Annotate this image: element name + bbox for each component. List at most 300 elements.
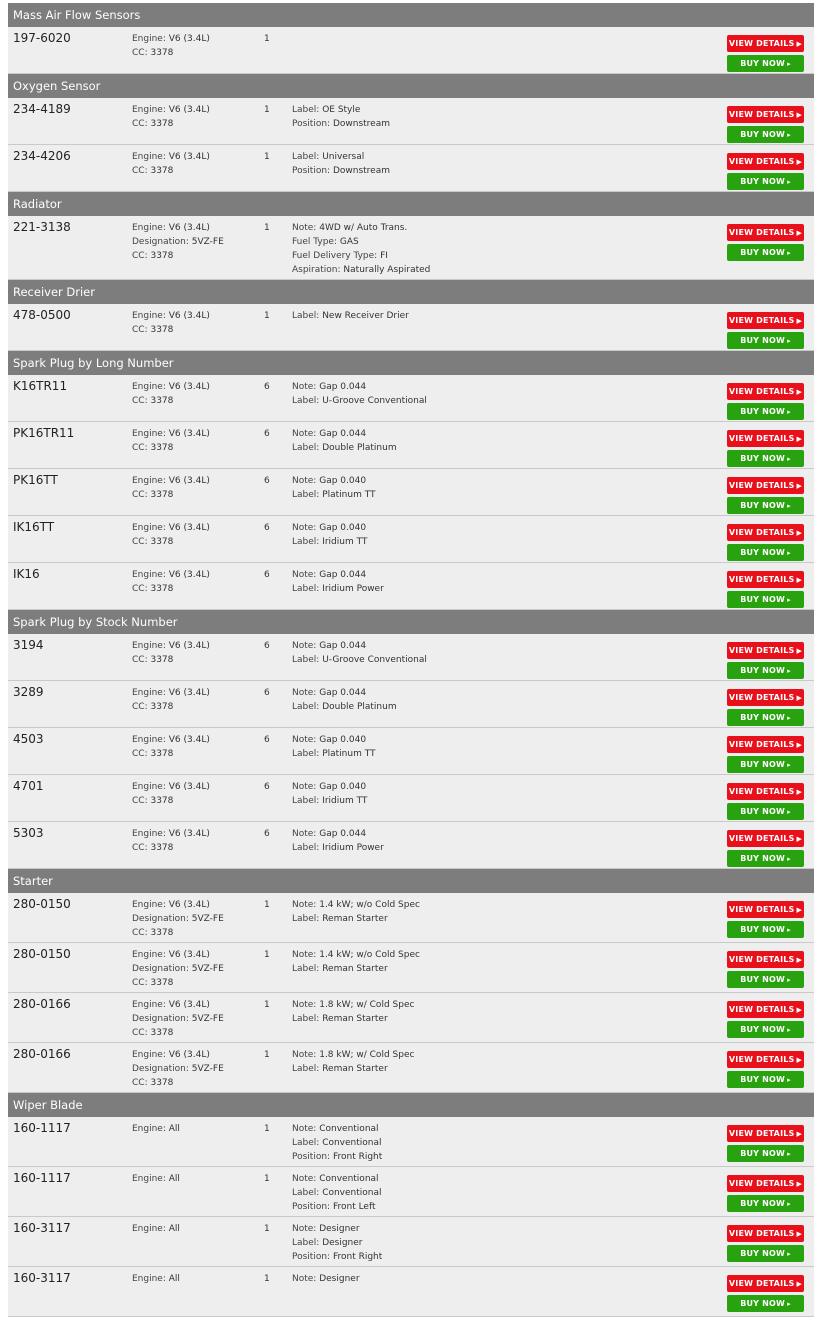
- engine-specs: [132, 639, 210, 667]
- engine-spec-value: 3378: [150, 166, 174, 176]
- part-row: [8, 516, 814, 563]
- part-row: [8, 1267, 814, 1317]
- note-value: FI: [380, 251, 388, 261]
- part-number: 4701: [13, 779, 44, 793]
- view-details-label: VIEW DETAILS: [728, 1279, 795, 1288]
- buy-now-button[interactable]: [727, 450, 804, 467]
- engine-spec-key: Engine:: [132, 1224, 166, 1234]
- view-details-button[interactable]: [727, 1001, 804, 1018]
- section-header: Radiator: [8, 192, 814, 216]
- view-details-button[interactable]: [727, 571, 804, 588]
- note-value: Reman Starter: [322, 1014, 388, 1024]
- quantity: 1: [264, 223, 270, 233]
- part-number: 221-3138: [13, 220, 71, 234]
- note-key: Label:: [292, 311, 320, 321]
- section-header: Receiver Drier: [8, 280, 814, 304]
- note-line: [292, 700, 397, 714]
- engine-spec-key: Designation:: [132, 237, 189, 247]
- quantity: 6: [264, 570, 270, 580]
- view-details-button[interactable]: [727, 1225, 804, 1242]
- buy-now-label: BUY NOW: [740, 975, 786, 984]
- buy-now-button[interactable]: [727, 497, 804, 514]
- engine-spec-value: V6 (3.4L): [168, 782, 210, 792]
- view-details-button[interactable]: [727, 35, 804, 52]
- buy-now-button[interactable]: [727, 756, 804, 773]
- quantity: 6: [264, 523, 270, 533]
- part-notes: [292, 150, 390, 178]
- engine-spec-key: Engine:: [132, 476, 166, 486]
- note-line: [292, 427, 397, 441]
- parts-section: [8, 280, 814, 351]
- note-value: Iridium TT: [322, 537, 368, 547]
- engine-specs: [132, 150, 210, 178]
- buy-now-button[interactable]: [727, 332, 804, 349]
- engine-spec-value: V6 (3.4L): [168, 476, 210, 486]
- view-details-button[interactable]: [727, 901, 804, 918]
- buy-now-label: BUY NOW: [740, 713, 786, 722]
- engine-specs: [132, 1272, 180, 1286]
- note-line: [292, 1172, 382, 1186]
- engine-specs: [132, 103, 210, 131]
- action-buttons: [727, 736, 804, 776]
- note-value: Conventional: [322, 1138, 382, 1148]
- engine-spec-value: V6 (3.4L): [168, 735, 210, 745]
- action-buttons: [727, 383, 804, 423]
- engine-spec-line: [132, 841, 210, 855]
- engine-spec-key: Engine:: [132, 900, 166, 910]
- caret-right-icon: ▶: [796, 1230, 803, 1238]
- part-number: 280-0150: [13, 947, 71, 961]
- part-row: [8, 993, 814, 1043]
- section-header: Mass Air Flow Sensors: [8, 3, 814, 27]
- engine-spec-key: Designation:: [132, 1064, 189, 1074]
- buy-now-label: BUY NOW: [740, 760, 786, 769]
- note-key: Note:: [292, 1000, 317, 1010]
- note-line: [292, 912, 420, 926]
- note-line: [292, 394, 427, 408]
- engine-spec-key: CC:: [132, 443, 148, 453]
- engine-spec-value: 5VZ-FE: [191, 1064, 224, 1074]
- view-details-label: VIEW DETAILS: [728, 1229, 795, 1238]
- engine-spec-line: [132, 1076, 224, 1090]
- quantity: 1: [264, 152, 270, 162]
- chevron-right-icon: ▸: [787, 808, 791, 816]
- note-line: [292, 263, 430, 277]
- engine-spec-value: 3378: [150, 119, 174, 129]
- buy-now-button[interactable]: [727, 1195, 804, 1212]
- caret-right-icon: ▶: [796, 1006, 803, 1014]
- part-notes: [292, 780, 367, 808]
- engine-spec-line: [132, 221, 224, 235]
- action-buttons: [727, 1125, 804, 1165]
- quantity: 1: [264, 1274, 270, 1284]
- view-details-label: VIEW DETAILS: [728, 1055, 795, 1064]
- buy-now-label: BUY NOW: [740, 454, 786, 463]
- caret-right-icon: ▶: [796, 529, 803, 537]
- view-details-button[interactable]: [727, 383, 804, 400]
- engine-spec-value: 3378: [150, 325, 174, 335]
- engine-specs: [132, 827, 210, 855]
- engine-spec-line: [132, 948, 224, 962]
- engine-spec-value: 3378: [150, 443, 174, 453]
- part-row: [8, 1117, 814, 1167]
- note-value: Conventional: [322, 1188, 382, 1198]
- action-buttons: [727, 106, 804, 146]
- quantity: 1: [264, 34, 270, 44]
- view-details-button[interactable]: [727, 689, 804, 706]
- note-value: Downstream: [332, 119, 390, 129]
- engine-spec-value: V6 (3.4L): [168, 105, 210, 115]
- buy-now-button[interactable]: [727, 803, 804, 820]
- engine-spec-line: [132, 686, 210, 700]
- engine-spec-value: 3378: [150, 796, 174, 806]
- engine-spec-value: V6 (3.4L): [168, 523, 210, 533]
- part-notes: [292, 1272, 360, 1286]
- engine-spec-key: Engine:: [132, 1124, 166, 1134]
- note-line: [292, 747, 376, 761]
- chevron-right-icon: ▸: [787, 1076, 791, 1084]
- buy-now-label: BUY NOW: [740, 248, 786, 257]
- part-notes: [292, 998, 414, 1026]
- quantity: 6: [264, 688, 270, 698]
- buy-now-label: BUY NOW: [740, 1249, 786, 1258]
- note-key: Note:: [292, 735, 317, 745]
- buy-now-button[interactable]: [727, 544, 804, 561]
- engine-spec-key: Designation:: [132, 914, 189, 924]
- caret-right-icon: ▶: [796, 956, 803, 964]
- caret-right-icon: ▶: [796, 1130, 803, 1138]
- note-line: [292, 1186, 382, 1200]
- note-line: [292, 998, 414, 1012]
- engine-spec-line: [132, 323, 210, 337]
- note-value: 1.4 kW; w/o Cold Spec: [319, 950, 420, 960]
- engine-spec-line: [132, 1272, 180, 1286]
- note-key: Note:: [292, 523, 317, 533]
- engine-spec-key: CC:: [132, 396, 148, 406]
- caret-right-icon: ▶: [796, 835, 803, 843]
- engine-spec-key: CC:: [132, 48, 148, 58]
- note-line: [292, 962, 420, 976]
- engine-spec-line: [132, 309, 210, 323]
- engine-spec-key: CC:: [132, 584, 148, 594]
- note-key: Label:: [292, 749, 320, 759]
- buy-now-button[interactable]: [727, 403, 804, 420]
- engine-specs: [132, 1122, 180, 1136]
- view-details-button[interactable]: [727, 1275, 804, 1292]
- engine-spec-key: Engine:: [132, 1000, 166, 1010]
- note-line: [292, 521, 367, 535]
- engine-spec-value: 3378: [150, 928, 174, 938]
- part-notes: [292, 474, 376, 502]
- action-buttons: [727, 312, 804, 352]
- view-details-button[interactable]: [727, 524, 804, 541]
- part-row: [8, 822, 814, 869]
- view-details-button[interactable]: [727, 1051, 804, 1068]
- engine-spec-value: 5VZ-FE: [191, 1014, 224, 1024]
- buy-now-button[interactable]: [727, 1145, 804, 1162]
- engine-spec-key: Engine:: [132, 688, 166, 698]
- part-notes: [292, 103, 390, 131]
- engine-spec-key: CC:: [132, 928, 148, 938]
- engine-spec-key: CC:: [132, 490, 148, 500]
- note-value: Gap 0.040: [319, 476, 367, 486]
- engine-spec-key: Engine:: [132, 223, 166, 233]
- note-line: [292, 639, 427, 653]
- note-value: Front Right: [332, 1152, 383, 1162]
- part-notes: [292, 948, 420, 976]
- view-details-button[interactable]: [727, 224, 804, 241]
- caret-right-icon: ▶: [796, 482, 803, 490]
- note-value: 1.8 kW; w/ Cold Spec: [319, 1000, 415, 1010]
- caret-right-icon: ▶: [796, 158, 803, 166]
- action-buttons: [727, 901, 804, 941]
- part-notes: [292, 1122, 382, 1164]
- buy-now-button[interactable]: [727, 1071, 804, 1088]
- note-key: Label:: [292, 443, 320, 453]
- part-row: [8, 304, 814, 351]
- note-value: Gap 0.044: [319, 382, 367, 392]
- note-key: Label:: [292, 152, 320, 162]
- section-header: Spark Plug by Long Number: [8, 351, 814, 375]
- buy-now-button[interactable]: [727, 709, 804, 726]
- buy-now-label: BUY NOW: [740, 1149, 786, 1158]
- note-line: [292, 380, 427, 394]
- part-row: [8, 681, 814, 728]
- engine-spec-value: 3378: [150, 584, 174, 594]
- engine-spec-line: [132, 521, 210, 535]
- parts-section: [8, 3, 814, 74]
- engine-spec-value: 5VZ-FE: [191, 237, 224, 247]
- note-value: 1.4 kW; w/o Cold Spec: [319, 900, 420, 910]
- engine-spec-line: [132, 926, 224, 940]
- note-key: Note:: [292, 223, 317, 233]
- engine-spec-value: 3378: [150, 749, 174, 759]
- note-line: [292, 309, 409, 323]
- part-number: 5303: [13, 826, 44, 840]
- view-details-label: VIEW DETAILS: [728, 787, 795, 796]
- note-line: [292, 841, 384, 855]
- chevron-right-icon: ▸: [787, 178, 791, 186]
- note-key: Label:: [292, 796, 320, 806]
- note-value: Double Platinum: [322, 443, 397, 453]
- note-value: Naturally Aspirated: [343, 265, 431, 275]
- engine-spec-line: [132, 898, 224, 912]
- buy-now-button[interactable]: [727, 921, 804, 938]
- engine-spec-line: [132, 535, 210, 549]
- view-details-label: VIEW DETAILS: [728, 646, 795, 655]
- view-details-label: VIEW DETAILS: [728, 575, 795, 584]
- quantity: 1: [264, 311, 270, 321]
- note-key: Note:: [292, 476, 317, 486]
- action-buttons: [727, 830, 804, 870]
- note-line: [292, 1250, 382, 1264]
- part-number: IK16TT: [13, 520, 55, 534]
- note-line: [292, 535, 367, 549]
- part-number: 280-0166: [13, 1047, 71, 1061]
- note-line: [292, 1048, 414, 1062]
- note-key: Label:: [292, 396, 320, 406]
- engine-spec-line: [132, 747, 210, 761]
- buy-now-button[interactable]: [727, 591, 804, 608]
- note-key: Label:: [292, 843, 320, 853]
- note-key: Label:: [292, 1238, 320, 1248]
- note-value: Gap 0.040: [319, 523, 367, 533]
- buy-now-button[interactable]: [727, 55, 804, 72]
- view-details-button[interactable]: [727, 830, 804, 847]
- engine-spec-line: [132, 1122, 180, 1136]
- buy-now-button[interactable]: [727, 244, 804, 261]
- quantity: 6: [264, 829, 270, 839]
- engine-spec-value: All: [168, 1124, 180, 1134]
- engine-spec-value: 3378: [150, 251, 174, 261]
- engine-spec-key: CC:: [132, 119, 148, 129]
- engine-spec-line: [132, 150, 210, 164]
- buy-now-button[interactable]: [727, 850, 804, 867]
- chevron-right-icon: ▸: [787, 761, 791, 769]
- note-key: Label:: [292, 655, 320, 665]
- note-line: [292, 653, 427, 667]
- engine-spec-key: CC:: [132, 1078, 148, 1088]
- chevron-right-icon: ▸: [787, 926, 791, 934]
- caret-right-icon: ▶: [796, 647, 803, 655]
- parts-catalog: [8, 3, 814, 1317]
- buy-now-button[interactable]: [727, 1021, 804, 1038]
- chevron-right-icon: ▸: [787, 337, 791, 345]
- engine-spec-line: [132, 653, 210, 667]
- buy-now-button[interactable]: [727, 662, 804, 679]
- quantity: 1: [264, 1050, 270, 1060]
- part-notes: [292, 898, 420, 926]
- buy-now-label: BUY NOW: [740, 548, 786, 557]
- note-key: Note:: [292, 950, 317, 960]
- chevron-right-icon: ▸: [787, 1300, 791, 1308]
- part-row: [8, 634, 814, 681]
- note-key: Note:: [292, 688, 317, 698]
- part-row: [8, 145, 814, 192]
- engine-spec-value: V6 (3.4L): [168, 1000, 210, 1010]
- quantity: 1: [264, 950, 270, 960]
- action-buttons: [727, 689, 804, 729]
- action-buttons: [727, 224, 804, 264]
- engine-spec-line: [132, 733, 210, 747]
- note-key: Label:: [292, 914, 320, 924]
- view-details-button[interactable]: [727, 153, 804, 170]
- note-value: Iridium Power: [322, 843, 384, 853]
- note-key: Position:: [292, 1252, 331, 1262]
- note-key: Label:: [292, 537, 320, 547]
- view-details-label: VIEW DETAILS: [728, 955, 795, 964]
- chevron-right-icon: ▸: [787, 1250, 791, 1258]
- note-key: Note:: [292, 829, 317, 839]
- part-number: PK16TR11: [13, 426, 75, 440]
- note-value: Gap 0.044: [319, 570, 367, 580]
- engine-specs: [132, 1172, 180, 1186]
- engine-spec-key: Engine:: [132, 1274, 166, 1284]
- note-key: Fuel Type:: [292, 237, 337, 247]
- part-notes: [292, 733, 376, 761]
- action-buttons: [727, 430, 804, 470]
- buy-now-button[interactable]: [727, 126, 804, 143]
- note-key: Note:: [292, 1050, 317, 1060]
- engine-spec-value: 3378: [150, 48, 174, 58]
- engine-spec-key: Engine:: [132, 950, 166, 960]
- section-header: Starter: [8, 869, 814, 893]
- buy-now-button[interactable]: [727, 1295, 804, 1312]
- part-notes: [292, 568, 384, 596]
- buy-now-button[interactable]: [727, 1245, 804, 1262]
- buy-now-label: BUY NOW: [740, 130, 786, 139]
- action-buttons: [727, 1225, 804, 1265]
- quantity: 1: [264, 1000, 270, 1010]
- engine-specs: [132, 474, 210, 502]
- engine-specs: [132, 898, 224, 940]
- caret-right-icon: ▶: [796, 435, 803, 443]
- engine-spec-key: CC:: [132, 978, 148, 988]
- part-row: [8, 422, 814, 469]
- view-details-button[interactable]: [727, 477, 804, 494]
- chevron-right-icon: ▸: [787, 408, 791, 416]
- view-details-button[interactable]: [727, 951, 804, 968]
- note-key: Aspiration:: [292, 265, 341, 275]
- note-value: 1.8 kW; w/ Cold Spec: [319, 1050, 415, 1060]
- view-details-button[interactable]: [727, 312, 804, 329]
- caret-right-icon: ▶: [796, 1280, 803, 1288]
- view-details-button[interactable]: [727, 106, 804, 123]
- buy-now-button[interactable]: [727, 173, 804, 190]
- part-row: [8, 1043, 814, 1093]
- part-row: [8, 375, 814, 422]
- engine-spec-line: [132, 827, 210, 841]
- engine-spec-key: CC:: [132, 166, 148, 176]
- engine-specs: [132, 948, 224, 990]
- buy-now-button[interactable]: [727, 971, 804, 988]
- buy-now-label: BUY NOW: [740, 336, 786, 345]
- note-line: [292, 568, 384, 582]
- view-details-label: VIEW DETAILS: [728, 387, 795, 396]
- caret-right-icon: ▶: [796, 388, 803, 396]
- buy-now-label: BUY NOW: [740, 1075, 786, 1084]
- engine-spec-key: Designation:: [132, 964, 189, 974]
- part-row: [8, 1217, 814, 1267]
- view-details-button[interactable]: [727, 736, 804, 753]
- engine-spec-line: [132, 639, 210, 653]
- view-details-label: VIEW DETAILS: [728, 740, 795, 749]
- part-row: [8, 469, 814, 516]
- view-details-button[interactable]: [727, 642, 804, 659]
- engine-spec-value: V6 (3.4L): [168, 311, 210, 321]
- engine-spec-value: 3378: [150, 702, 174, 712]
- note-line: [292, 1150, 382, 1164]
- note-value: Platinum TT: [322, 490, 376, 500]
- note-key: Position:: [292, 166, 331, 176]
- section-header: Oxygen Sensor: [8, 74, 814, 98]
- view-details-button[interactable]: [727, 1125, 804, 1142]
- note-key: Label:: [292, 702, 320, 712]
- note-key: Note:: [292, 641, 317, 651]
- engine-spec-value: 3378: [150, 978, 174, 988]
- note-line: [292, 488, 376, 502]
- note-value: Reman Starter: [322, 1064, 388, 1074]
- note-value: Front Right: [332, 1252, 383, 1262]
- engine-specs: [132, 427, 210, 455]
- buy-now-label: BUY NOW: [740, 925, 786, 934]
- view-details-button[interactable]: [727, 1175, 804, 1192]
- view-details-button[interactable]: [727, 430, 804, 447]
- note-line: [292, 1136, 382, 1150]
- note-key: Label:: [292, 1188, 320, 1198]
- view-details-button[interactable]: [727, 783, 804, 800]
- chevron-right-icon: ▸: [787, 1200, 791, 1208]
